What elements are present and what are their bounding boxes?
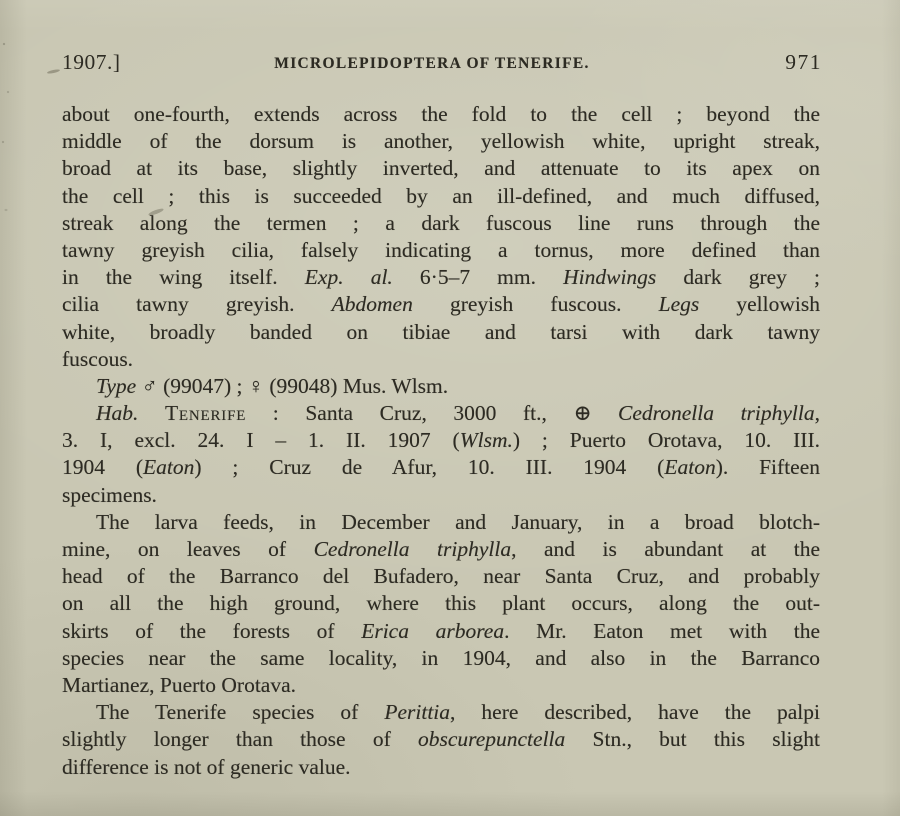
segment-italic: Abdomen xyxy=(331,292,413,317)
text-line xyxy=(62,101,820,128)
header-year: 1907.] xyxy=(62,50,121,74)
paragraph xyxy=(62,400,820,509)
paragraph xyxy=(62,699,820,781)
segment-italic: Exp. al. xyxy=(304,265,393,290)
text-line xyxy=(62,509,820,536)
segment-italic: obscurepunctella xyxy=(417,727,566,752)
segment: specimens. xyxy=(62,482,157,507)
segment: cilia tawny greyish. xyxy=(62,292,332,317)
text-line xyxy=(62,183,820,210)
text-line xyxy=(62,128,820,155)
text-line xyxy=(62,427,820,454)
segment-italic: Legs xyxy=(658,292,700,317)
segment: ) ; Puerto Orotava, 10. III. xyxy=(512,428,820,453)
segment: The larva feeds, in December and January, in a broad blotch- xyxy=(96,509,820,534)
segment-italic: Eaton xyxy=(143,455,195,480)
segment: dark grey ; xyxy=(656,265,820,290)
text-line xyxy=(62,563,820,590)
text-line xyxy=(62,237,820,264)
scan-artifact xyxy=(47,69,60,75)
segment: yellowish xyxy=(699,292,820,317)
text-line xyxy=(62,618,820,645)
segment: head of the Barranco del Bufadero, near Santa Cruz, and probably xyxy=(62,564,820,589)
page-number: 971 xyxy=(785,50,822,74)
segment: Stn., but this slight xyxy=(565,727,820,752)
segment: 3. I, excl. 24. I – 1. II. 1907 ( xyxy=(62,428,460,453)
segment: mine, on leaves of xyxy=(62,537,314,561)
paragraph xyxy=(62,373,820,400)
segment-smallcaps: Tenerife xyxy=(164,401,247,426)
segment: . Mr. Eaton met with the xyxy=(504,618,821,643)
segment: on all the high ground, where this plant occurs, along the out- xyxy=(62,591,820,616)
segment: streak along the termen ; a dark fuscous line runs through the xyxy=(62,210,820,235)
segment: middle of the dorsum is another, yellowish white, upright streak, xyxy=(62,129,820,154)
segment: difference is not of generic value. xyxy=(62,754,351,779)
segment: The Tenerife species of xyxy=(96,700,385,725)
segment: greyish fuscous. xyxy=(412,292,659,317)
segment xyxy=(138,401,165,425)
segment: ) ; Cruz de Afur, 10. III. 1904 ( xyxy=(194,455,665,480)
segment: fuscous. xyxy=(62,346,134,371)
segment: 6·5–7 mm. xyxy=(392,265,564,290)
segment: Martianez, Puerto Orotava. xyxy=(62,672,297,697)
text-line xyxy=(62,155,820,182)
segment: the cell ; this is succeeded by an ill-defined, and much diffused, xyxy=(62,183,820,208)
text-block xyxy=(62,101,820,781)
text-line xyxy=(62,210,820,237)
segment-italic: Hindwings xyxy=(563,265,657,290)
segment-italic: Cedronella triphylla xyxy=(618,401,815,426)
segment: : Santa Cruz, 3000 ft., ⊕ xyxy=(246,401,619,426)
text-line xyxy=(62,754,820,781)
segment: 1904 ( xyxy=(62,455,144,480)
segment: broad at its base, slightly inverted, and attenuate to its apex on xyxy=(62,156,820,181)
text-line xyxy=(62,536,820,563)
text-line xyxy=(62,726,820,753)
text-line xyxy=(62,482,820,509)
text-line xyxy=(62,645,820,672)
segment: slightly longer than those of xyxy=(62,727,418,752)
text-line xyxy=(62,672,820,699)
segment-italic: Wlsm. xyxy=(459,428,513,453)
segment-italic: Type xyxy=(96,373,137,398)
segment-italic: Hab. xyxy=(96,401,139,426)
segment: skirts of the forests of xyxy=(62,618,362,643)
segment: about one-fourth, extends across the fold to the cell ; beyond the xyxy=(62,102,820,126)
segment: species near the same locality, in 1904, and also in the Barranco xyxy=(62,645,820,670)
text-line xyxy=(62,454,820,481)
text-line xyxy=(62,319,820,346)
segment: , and is abundant at the xyxy=(511,537,820,561)
segment-italic: Cedronella triphylla xyxy=(313,537,512,561)
text-line xyxy=(62,346,820,373)
text-line xyxy=(62,400,820,427)
text-line xyxy=(62,590,820,617)
segment: tawny greyish cilia, falsely indicating a tornus, more defined than xyxy=(62,237,820,262)
text-line xyxy=(62,291,820,318)
running-title: MICROLEPIDOPTERA OF TENERIFE. xyxy=(274,54,590,72)
segment: ♂ (99047) ; ♀ (99048) Mus. Wlsm. xyxy=(136,373,449,398)
segment-italic: Erica arborea xyxy=(361,618,505,643)
text-line xyxy=(62,699,820,726)
segment-italic: Perittia xyxy=(384,700,451,725)
text-line xyxy=(62,264,820,291)
paragraph xyxy=(62,509,820,699)
segment: , xyxy=(814,401,820,426)
page-header xyxy=(62,50,822,80)
segment: white, broadly banded on tibiae and tarsi with dark tawny xyxy=(62,319,820,344)
segment: , here described, have the palpi xyxy=(450,700,820,725)
segment: ). Fifteen xyxy=(715,455,821,480)
paragraph xyxy=(62,101,820,373)
segment: in the wing itself. xyxy=(62,265,305,290)
segment-italic: Eaton xyxy=(664,455,716,480)
text-line xyxy=(62,373,820,400)
